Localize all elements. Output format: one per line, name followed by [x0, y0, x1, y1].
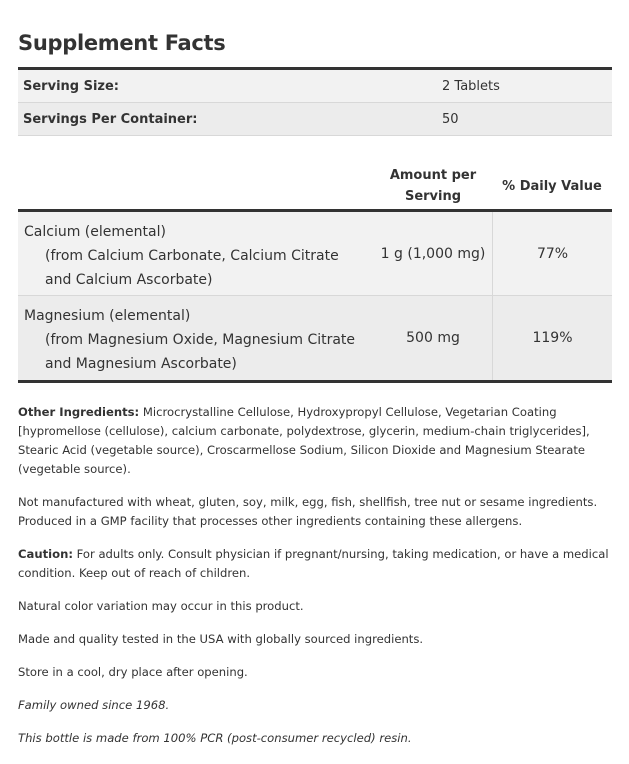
product-notes — [18, 403, 612, 762]
other-ingredients-text: Microcrystalline Cellulose, Hydroxypropyl Cellulose, Vegetarian Coating [hypromellose (cellulose), calcium carbonate, polydextrose, glycerin, medium-chain triglycerides], Stearic Acid (vegetable source), Croscarmellose Sodium, Silicon Dioxide and Magnesium Stearate (vegetable source). — [18, 405, 590, 476]
nutrient-amount: 500 mg — [406, 330, 460, 346]
made-in-usa-note: Made and quality tested in the USA with globally sourced ingredients. — [18, 632, 424, 646]
header-amount-line1: Amount per — [389, 168, 477, 183]
nutrient-daily-value: 119% — [492, 296, 612, 380]
servings-per-container-value: 50 — [442, 111, 459, 127]
header-daily-value: % Daily Value — [502, 178, 602, 194]
caution-text: For adults only. Consult physician if pregnant/nursing, taking medication, or have a medical condition. Keep out of reach of children. — [18, 547, 609, 580]
header-amount-line2: Serving — [404, 189, 462, 204]
nutrient-source-line1: (from Calcium Carbonate, Calcium Citrate — [45, 248, 339, 264]
nutrient-source-line2: and Calcium Ascorbate) — [45, 272, 213, 288]
table-row — [18, 212, 612, 296]
allergen-statement: Not manufactured with wheat, gluten, soy, milk, egg, fish, shellfish, tree nut or sesame ingredients. Produced in a GMP facility that processes other ingredients containing these allergens. — [18, 495, 598, 528]
family-owned-note: Family owned since 1968. — [18, 698, 170, 712]
nutrient-source-line1: (from Magnesium Oxide, Magnesium Citrate — [45, 332, 356, 348]
bottle-recycled-note: This bottle is made from 100% PCR (post-consumer recycled) resin. — [18, 731, 412, 745]
other-ingredients — [18, 403, 612, 479]
page-title: Supplement Facts — [18, 31, 226, 55]
caution-label: Caution: — [18, 547, 73, 561]
nutrient-name: Magnesium (elemental) — [24, 308, 191, 324]
servings-per-container-label: Servings Per Container: — [23, 111, 198, 127]
color-variation-note: Natural color variation may occur in this product. — [18, 599, 304, 613]
nutrient-name-cell — [18, 296, 374, 380]
serving-info-table — [18, 67, 612, 136]
other-ingredients-label: Other Ingredients: — [18, 405, 140, 419]
serving-size-value: 2 Tablets — [442, 78, 500, 94]
serving-size-row — [18, 70, 612, 103]
servings-per-container-row — [18, 103, 612, 136]
serving-size-label: Serving Size: — [23, 78, 120, 94]
nutrient-daily-value: 77% — [492, 212, 612, 295]
nutrient-amount: 1 g (1,000 mg) — [380, 245, 486, 262]
nutrient-table — [18, 209, 612, 383]
nutrient-source-line2: and Magnesium Ascorbate) — [45, 356, 237, 372]
caution-statement — [18, 545, 612, 583]
nutrient-table-header — [18, 162, 612, 210]
storage-note: Store in a cool, dry place after opening. — [18, 665, 248, 679]
table-row — [18, 296, 612, 380]
header-amount-per-serving — [374, 165, 492, 207]
nutrient-name-cell — [18, 212, 374, 295]
nutrient-name: Calcium (elemental) — [24, 224, 166, 240]
